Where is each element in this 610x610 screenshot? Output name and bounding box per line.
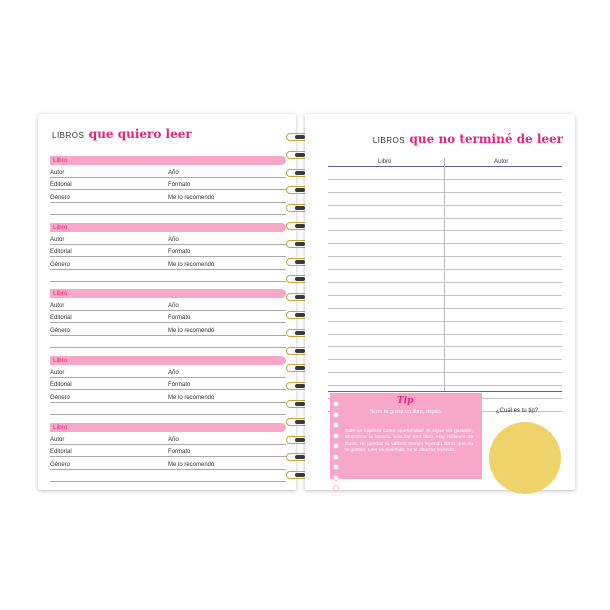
field-label: Autor	[50, 436, 65, 443]
bullet-dot	[333, 454, 339, 460]
field-label: Me lo recomendó	[168, 194, 215, 201]
book-entry-4	[50, 356, 286, 415]
table-row[interactable]	[328, 167, 562, 180]
field-label: Formato	[168, 449, 191, 455]
table-row[interactable]	[328, 206, 562, 219]
field-label: Género	[50, 394, 71, 401]
entry-row[interactable]	[50, 270, 286, 283]
book-band: Libro	[50, 356, 286, 365]
field-label: Editorial	[50, 315, 72, 321]
field-label: Editorial	[50, 382, 72, 388]
entry-row[interactable]	[50, 457, 286, 470]
field-label: Me lo recomendó	[168, 461, 215, 468]
entry-row[interactable]	[50, 232, 286, 245]
field-label: Año	[168, 236, 179, 243]
field-label: Año	[168, 169, 179, 176]
left-page	[38, 114, 296, 490]
entry-row[interactable]	[50, 336, 286, 349]
header-libro: Libro	[378, 159, 392, 165]
table-row[interactable]	[328, 244, 562, 257]
entry-row[interactable]	[50, 165, 286, 178]
field-label: Autor	[50, 169, 65, 176]
book-entry-2	[50, 223, 286, 282]
bullet-dot	[333, 475, 339, 481]
table-body	[328, 167, 562, 412]
field-label: Género	[50, 461, 71, 468]
entry-row[interactable]	[50, 311, 286, 324]
entry-row[interactable]	[50, 203, 286, 216]
tip-subtitle: Si no te gusta un libro, déjalo.	[369, 409, 443, 415]
field-label: Formato	[168, 382, 191, 388]
book-band: Libro	[50, 156, 286, 165]
table-row[interactable]	[328, 231, 562, 244]
field-label: Me lo recomendó	[168, 394, 215, 401]
title-big: que quiero leer	[88, 127, 192, 141]
table-row[interactable]	[328, 335, 562, 348]
table-row[interactable]	[328, 309, 562, 322]
field-label: Autor	[50, 302, 65, 309]
table-row[interactable]	[328, 373, 562, 386]
field-label: Me lo recomendó	[168, 261, 215, 268]
entry-row[interactable]	[50, 390, 286, 403]
table-row[interactable]	[328, 257, 562, 270]
entry-row[interactable]	[50, 403, 286, 416]
field-label: Editorial	[50, 449, 72, 455]
field-label: Año	[168, 369, 179, 376]
field-label: Formato	[168, 182, 191, 188]
entry-row[interactable]	[50, 445, 286, 458]
table-row[interactable]	[328, 219, 562, 232]
table-header	[328, 158, 562, 167]
your-tip-label: ¿Cuál es tu tip?	[496, 408, 539, 414]
table-row[interactable]	[328, 322, 562, 335]
table-row[interactable]	[328, 296, 562, 309]
field-label: Año	[168, 302, 179, 309]
table-row[interactable]	[328, 180, 562, 193]
table-bottom-rule	[328, 391, 562, 392]
entry-row[interactable]	[50, 432, 286, 445]
header-autor: Autor	[494, 159, 509, 165]
book-band: Libro	[50, 423, 286, 432]
left-page-title	[52, 125, 192, 143]
book-band: Libro	[50, 289, 286, 298]
entry-row[interactable]	[50, 365, 286, 378]
bullet-dot	[333, 412, 339, 418]
book-entry-1	[50, 156, 286, 215]
field-label: Género	[50, 194, 71, 201]
bullet-dot	[333, 422, 339, 428]
unfinished-books-table	[328, 158, 562, 391]
entry-row[interactable]	[50, 378, 286, 391]
bullet-dot	[333, 401, 339, 407]
entry-row[interactable]	[50, 245, 286, 258]
tip-bullets	[333, 401, 339, 481]
field-label: Autor	[50, 236, 65, 243]
your-tip-circle[interactable]	[489, 422, 561, 494]
entry-row[interactable]	[50, 470, 286, 483]
tip-body: Dale un capítulo como oportunidad. Si sigue sin gustarte, abandona la lectura, búscate otro libro. Hay millones de libros, no pierdas tu valioso tiempo leyendo libros que no te gustan. Leer es divertido, no te aburras leyendo.	[345, 429, 473, 454]
field-label: Formato	[168, 249, 191, 255]
field-label: Editorial	[50, 182, 72, 188]
table-row[interactable]	[328, 283, 562, 296]
field-label: Autor	[50, 369, 65, 376]
book-entry-3	[50, 289, 286, 348]
entry-row[interactable]	[50, 323, 286, 336]
tip-box	[330, 393, 482, 479]
entry-row[interactable]	[50, 298, 286, 311]
bullet-dot	[333, 485, 339, 491]
tip-title: Tip	[397, 396, 414, 406]
title-small: LIBROS	[372, 136, 406, 145]
field-label: Editorial	[50, 249, 72, 255]
field-label: Me lo recomendó	[168, 327, 215, 334]
field-label: Género	[50, 327, 71, 334]
title-small: LIBROS	[52, 131, 85, 140]
field-label: Género	[50, 261, 71, 268]
bullet-dot	[333, 443, 339, 449]
table-row[interactable]	[328, 270, 562, 283]
table-row[interactable]	[328, 360, 562, 373]
column-divider	[444, 158, 445, 391]
right-page	[305, 114, 575, 490]
bullet-dot	[333, 433, 339, 439]
field-label: Formato	[168, 315, 191, 321]
book-band: Libro	[50, 223, 286, 232]
book-entry-5	[50, 423, 286, 482]
bullet-dot	[333, 464, 339, 470]
right-page-title	[373, 130, 563, 148]
entry-row[interactable]	[50, 178, 286, 191]
table-row[interactable]	[328, 347, 562, 360]
entry-row[interactable]	[50, 190, 286, 203]
field-label: Año	[168, 436, 179, 443]
table-row[interactable]	[328, 193, 562, 206]
entry-row[interactable]	[50, 257, 286, 270]
title-big: que no terminé de leer	[409, 132, 563, 146]
